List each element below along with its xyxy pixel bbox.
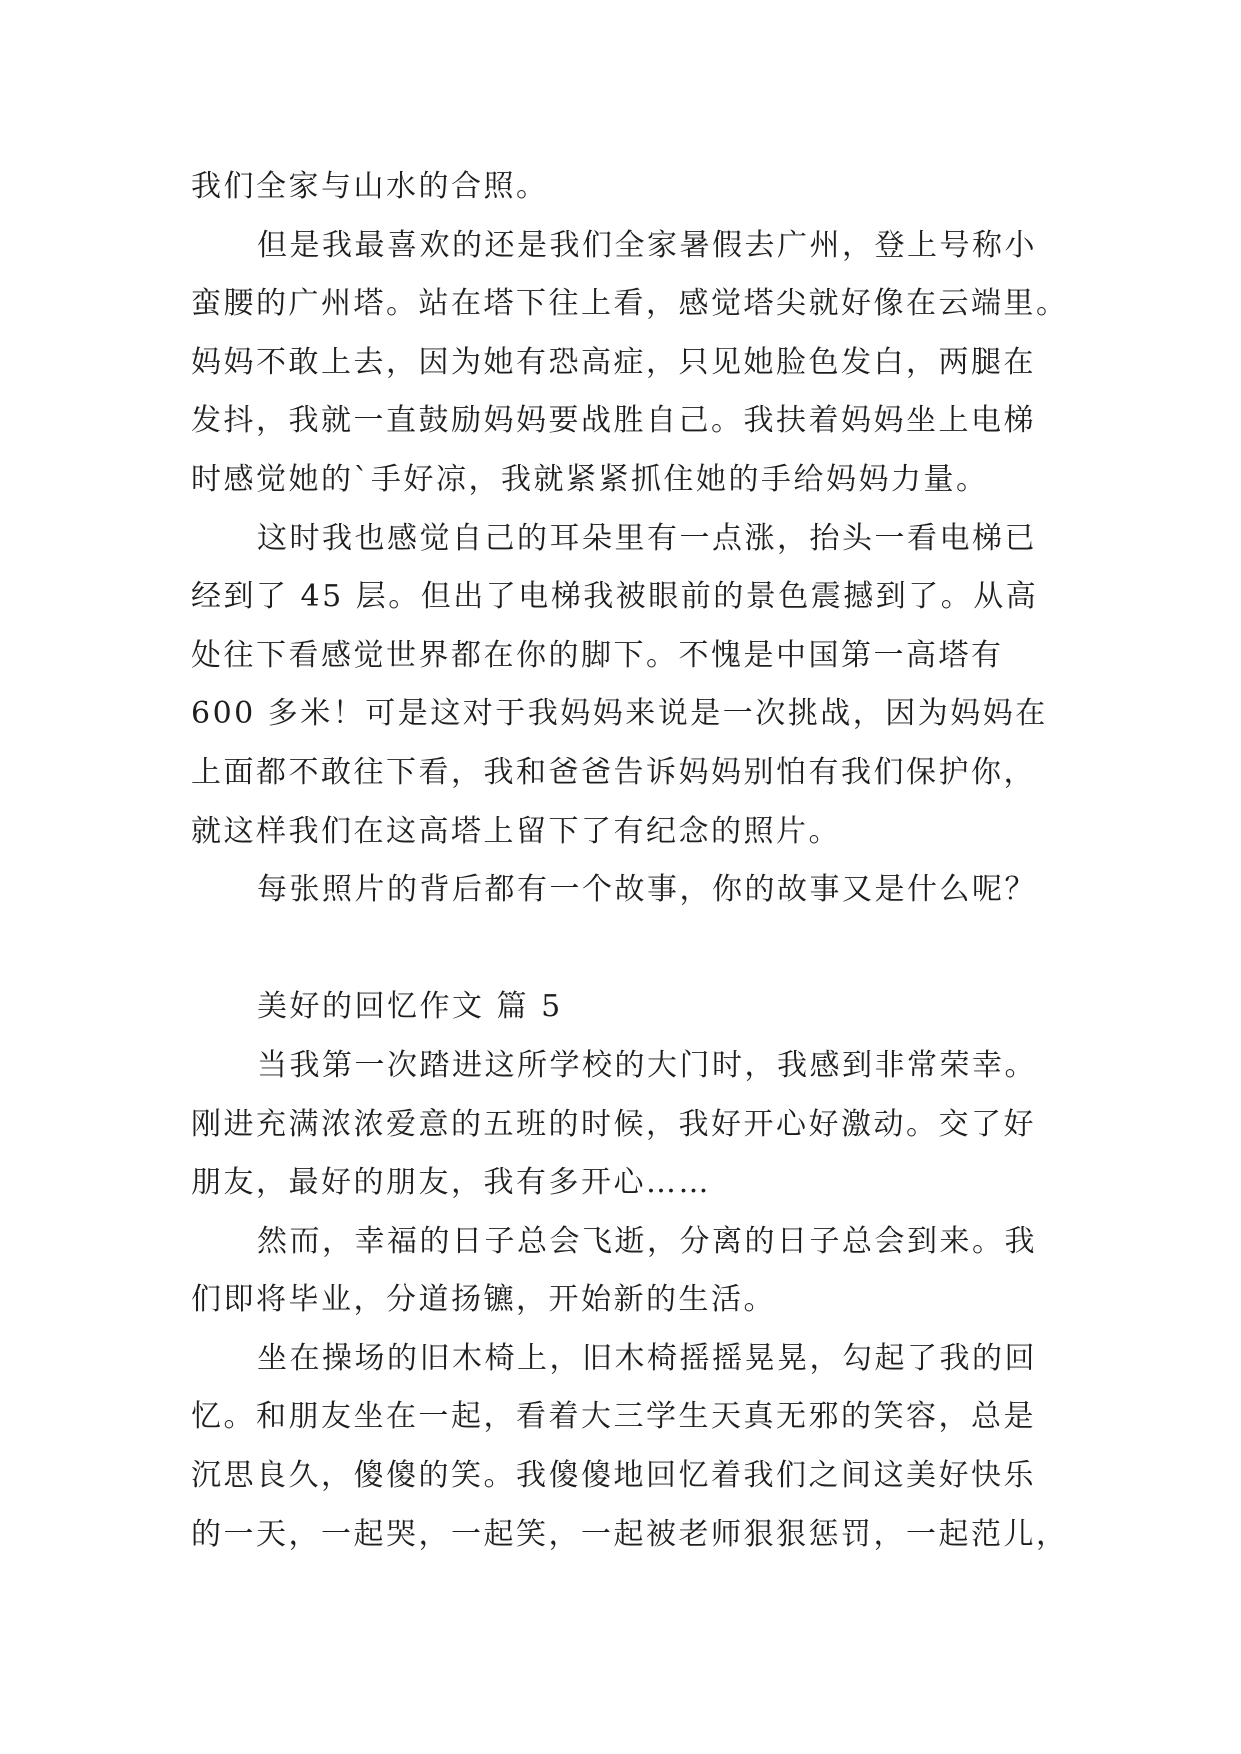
paragraph-line: 当我第一次踏进这所学校的大门时，我感到非常荣幸。 <box>257 1047 1037 1083</box>
paragraph-line: 发抖，我就一直鼓励妈妈要战胜自己。我扶着妈妈坐上电梯 <box>191 403 1036 439</box>
paragraph-line: 朋友，最好的朋友，我有多开心…… <box>191 1165 711 1201</box>
paragraph-line: 蛮腰的广州塔。站在塔下往上看，感觉塔尖就好像在云端里。 <box>191 286 1069 322</box>
paragraph-line: 们即将毕业，分道扬镳，开始新的生活。 <box>191 1282 776 1318</box>
paragraph-line: 时感觉她的`手好凉，我就紧紧抓住她的手给妈妈力量。 <box>191 461 989 497</box>
paragraph-line: 经到了 45 层。但出了电梯我被眼前的景色震撼到了。从高 <box>191 579 1039 615</box>
paragraph-line: 处往下看感觉世界都在你的脚下。不愧是中国第一高塔有 <box>191 637 1004 673</box>
paragraph-line: 坐在操场的旧木椅上，旧木椅摇摇晃晃，勾起了我的回 <box>257 1340 1037 1376</box>
paragraph-line: 我们全家与山水的合照。 <box>191 169 549 204</box>
document-body <box>191 158 1071 1564</box>
paragraph-line: 然而，幸福的日子总会飞逝，分离的日子总会到来。我 <box>257 1223 1037 1259</box>
paragraph-line: 这时我也感觉自己的耳朵里有一点涨，抬头一看电梯已 <box>257 520 1037 556</box>
paragraph-line: 妈妈不敢上去，因为她有恐高症，只见她脸色发白，两腿在 <box>191 344 1036 380</box>
paragraph-line: 的一天，一起哭，一起笑，一起被老师狠狠惩罚，一起范儿， <box>191 1516 1069 1552</box>
section-title: 美好的回忆作文 篇 5 <box>257 989 563 1025</box>
paragraph-line: 600 多米！可是这对于我妈妈来说是一次挑战，因为妈妈在 <box>191 696 1048 732</box>
paragraph-line: 沉思良久，傻傻的笑。我傻傻地回忆着我们之间这美好快乐 <box>191 1458 1036 1494</box>
section-spacer <box>191 920 1071 979</box>
paragraph-line: 每张照片的背后都有一个故事，你的故事又是什么呢？ <box>257 872 1037 908</box>
paragraph-line: 但是我最喜欢的还是我们全家暑假去广州，登上号称小 <box>257 227 1037 263</box>
paragraph-line: 忆。和朋友坐在一起，看着大三学生天真无邪的笑容，总是 <box>191 1399 1036 1435</box>
paragraph-line: 就这样我们在这高塔上留下了有纪念的照片。 <box>191 813 841 849</box>
paragraph-line: 刚进充满浓浓爱意的五班的时候，我好开心好激动。交了好 <box>191 1106 1036 1142</box>
paragraph-line: 上面都不敢往下看，我和爸爸告诉妈妈别怕有我们保护你， <box>191 754 1036 790</box>
